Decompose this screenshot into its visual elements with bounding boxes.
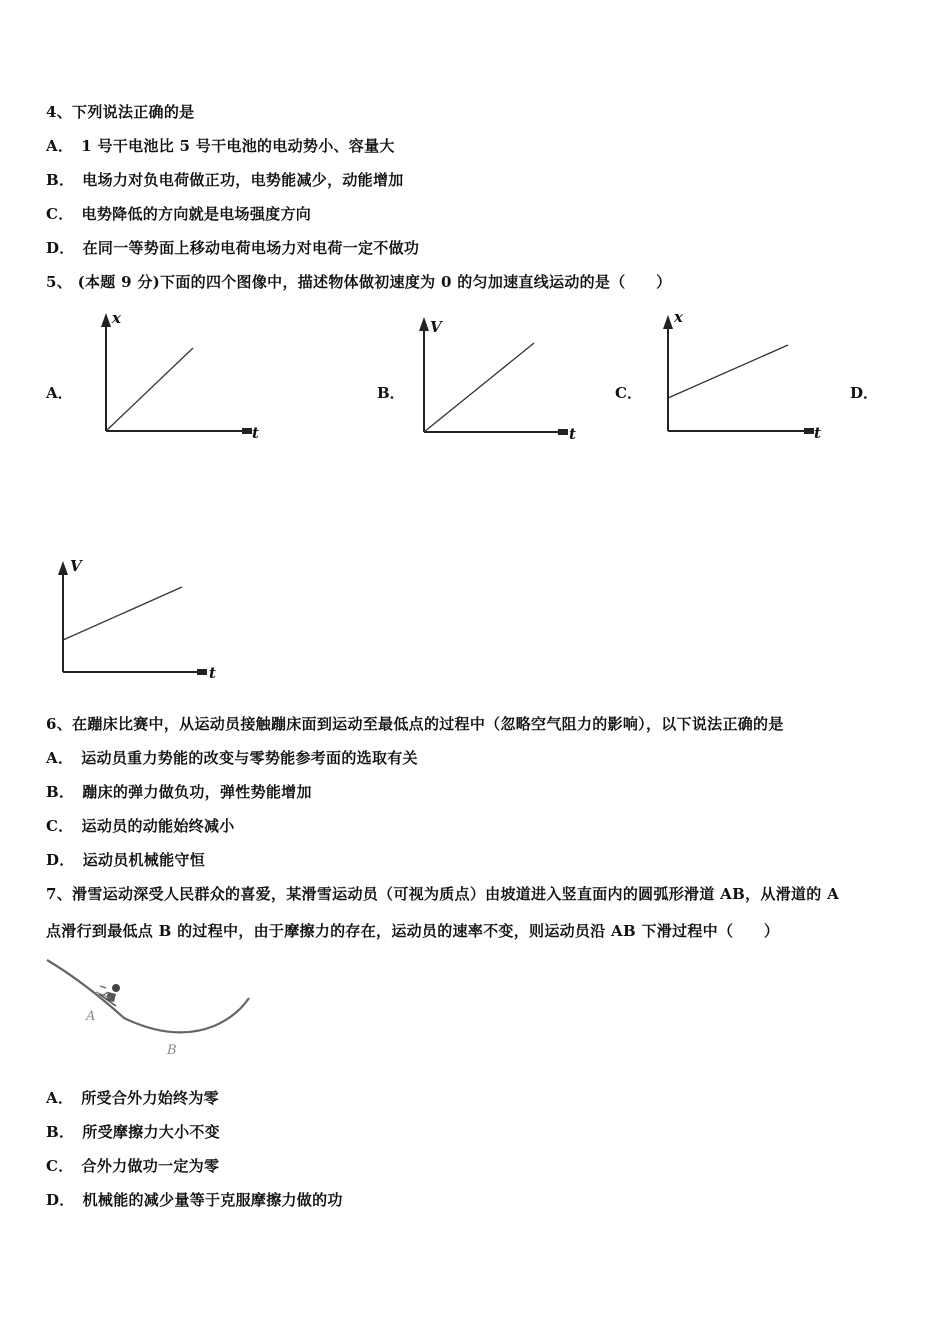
option-text: 合外力做功一定为零 (81, 1157, 220, 1175)
graph-c-letter: C． (615, 384, 642, 402)
graph-c (652, 305, 842, 445)
graph-a-svg (90, 305, 280, 445)
graph-d (48, 553, 238, 693)
option-text: 运动员重力势能的改变与零势能参考面的选取有关 (81, 749, 418, 767)
q6-stem-text: 在蹦床比赛中，从运动员接触蹦床面到运动至最低点的过程中（忽略空气阻力的影响），以下说法正确的是 (72, 715, 784, 733)
option-text: 电势降低的方向就是电场强度方向 (81, 205, 312, 223)
y-axis-arrow (663, 315, 673, 329)
option-letter: D． (46, 1191, 75, 1209)
option-letter: D． (46, 239, 75, 257)
q6-option-c (46, 816, 235, 836)
q7-stem-text-2: 点滑行到最低点 B 的过程中，由于摩擦力的存在，运动员的速率不变，则运动员沿 AB 下滑过程中（ ） (46, 922, 780, 940)
q5-number: 5、 (46, 273, 73, 291)
graph-line (424, 343, 534, 432)
point-b-label: B (167, 1043, 177, 1058)
q7-stem-text-1: 滑雪运动深受人民群众的喜爱，某滑雪运动员（可视为质点）由坡道进入竖直面内的圆弧形滑道 AB，从滑道的 A (72, 885, 840, 903)
option-letter: C． (46, 205, 74, 223)
option-letter: B． (46, 171, 75, 189)
q7-number: 7、 (46, 885, 73, 903)
option-text: 蹦床的弹力做负功，弹性势能增加 (82, 783, 312, 801)
q4-stem-text: 下列说法正确的是 (72, 103, 195, 121)
option-letter: C． (46, 1157, 74, 1175)
graph-line (668, 345, 788, 398)
q6-option-a (46, 748, 418, 768)
q7-stem-line2 (46, 921, 779, 941)
q4-stem (46, 102, 194, 122)
ski-slope-svg (44, 952, 264, 1062)
option-text: 运动员机械能守恒 (82, 851, 206, 869)
graph-line (106, 348, 193, 431)
graph-a-letter: A． (46, 384, 73, 402)
y-axis-arrow (101, 313, 111, 327)
option-text: 1 号干电池比 5 号干电池的电动势小、容量大 (81, 137, 395, 155)
y-axis-label: x (112, 309, 121, 327)
graph-a (90, 305, 280, 445)
graph-c-svg (652, 305, 842, 445)
q6-option-b (46, 782, 312, 802)
option-text: 所受摩擦力大小不变 (82, 1123, 220, 1141)
y-axis-arrow (419, 317, 429, 331)
y-axis-label: V (70, 557, 82, 575)
q4-number: 4、 (46, 103, 73, 121)
q4-option-a (46, 136, 395, 156)
option-letter: B． (46, 783, 75, 801)
q7-option-b (46, 1122, 220, 1142)
option-text: 在同一等势面上移动电荷电场力对电荷一定不做功 (82, 239, 420, 257)
graph-line (63, 587, 182, 640)
q5-stem (46, 272, 671, 292)
graph-b-svg (408, 305, 598, 445)
q7-stem-line1 (46, 884, 839, 904)
point-a-label: A (86, 1009, 96, 1024)
q7-option-c (46, 1156, 219, 1176)
graph-b-letter: B． (377, 384, 405, 402)
graph-d-svg (48, 553, 238, 693)
q6-number: 6、 (46, 715, 73, 733)
slope-arc (47, 960, 249, 1032)
x-axis-arrow (558, 429, 568, 435)
x-axis-label: t (569, 425, 576, 443)
option-letter: A． (46, 137, 74, 155)
y-axis-arrow (58, 561, 68, 575)
q7-option-d (46, 1190, 343, 1210)
q6-stem (46, 714, 784, 734)
option-text: 所受合外力始终为零 (81, 1089, 219, 1107)
option-text: 机械能的减少量等于克服摩擦力做的功 (82, 1191, 343, 1209)
option-letter: B． (46, 1123, 75, 1141)
option-letter: D． (46, 851, 75, 869)
option-letter: A． (46, 1089, 74, 1107)
option-text: 运动员的动能始终减小 (81, 817, 235, 835)
option-letter: C． (46, 817, 74, 835)
x-axis-arrow (197, 669, 207, 675)
q4-option-b (46, 170, 404, 190)
q5-stem-text: (本题 9 分)下面的四个图像中，描述物体做初速度为 0 的匀加速直线运动的是（ ） (72, 273, 672, 291)
q7-option-a (46, 1088, 219, 1108)
x-axis-label: t (252, 424, 259, 442)
ski-slope-figure (44, 952, 264, 1062)
x-axis-arrow (242, 428, 252, 434)
y-axis-label: V (430, 318, 442, 336)
x-axis-label: t (814, 424, 821, 442)
graph-d-letter: D． (850, 384, 879, 402)
x-axis-arrow (804, 428, 814, 434)
option-letter: A． (46, 749, 74, 767)
x-axis-label: t (209, 664, 216, 682)
option-text: 电场力对负电荷做正功，电势能减少，动能增加 (82, 171, 404, 189)
q4-option-d (46, 238, 419, 258)
graph-b (408, 305, 598, 445)
y-axis-label: x (674, 308, 683, 326)
q4-option-c (46, 204, 311, 224)
q6-option-d (46, 850, 205, 870)
